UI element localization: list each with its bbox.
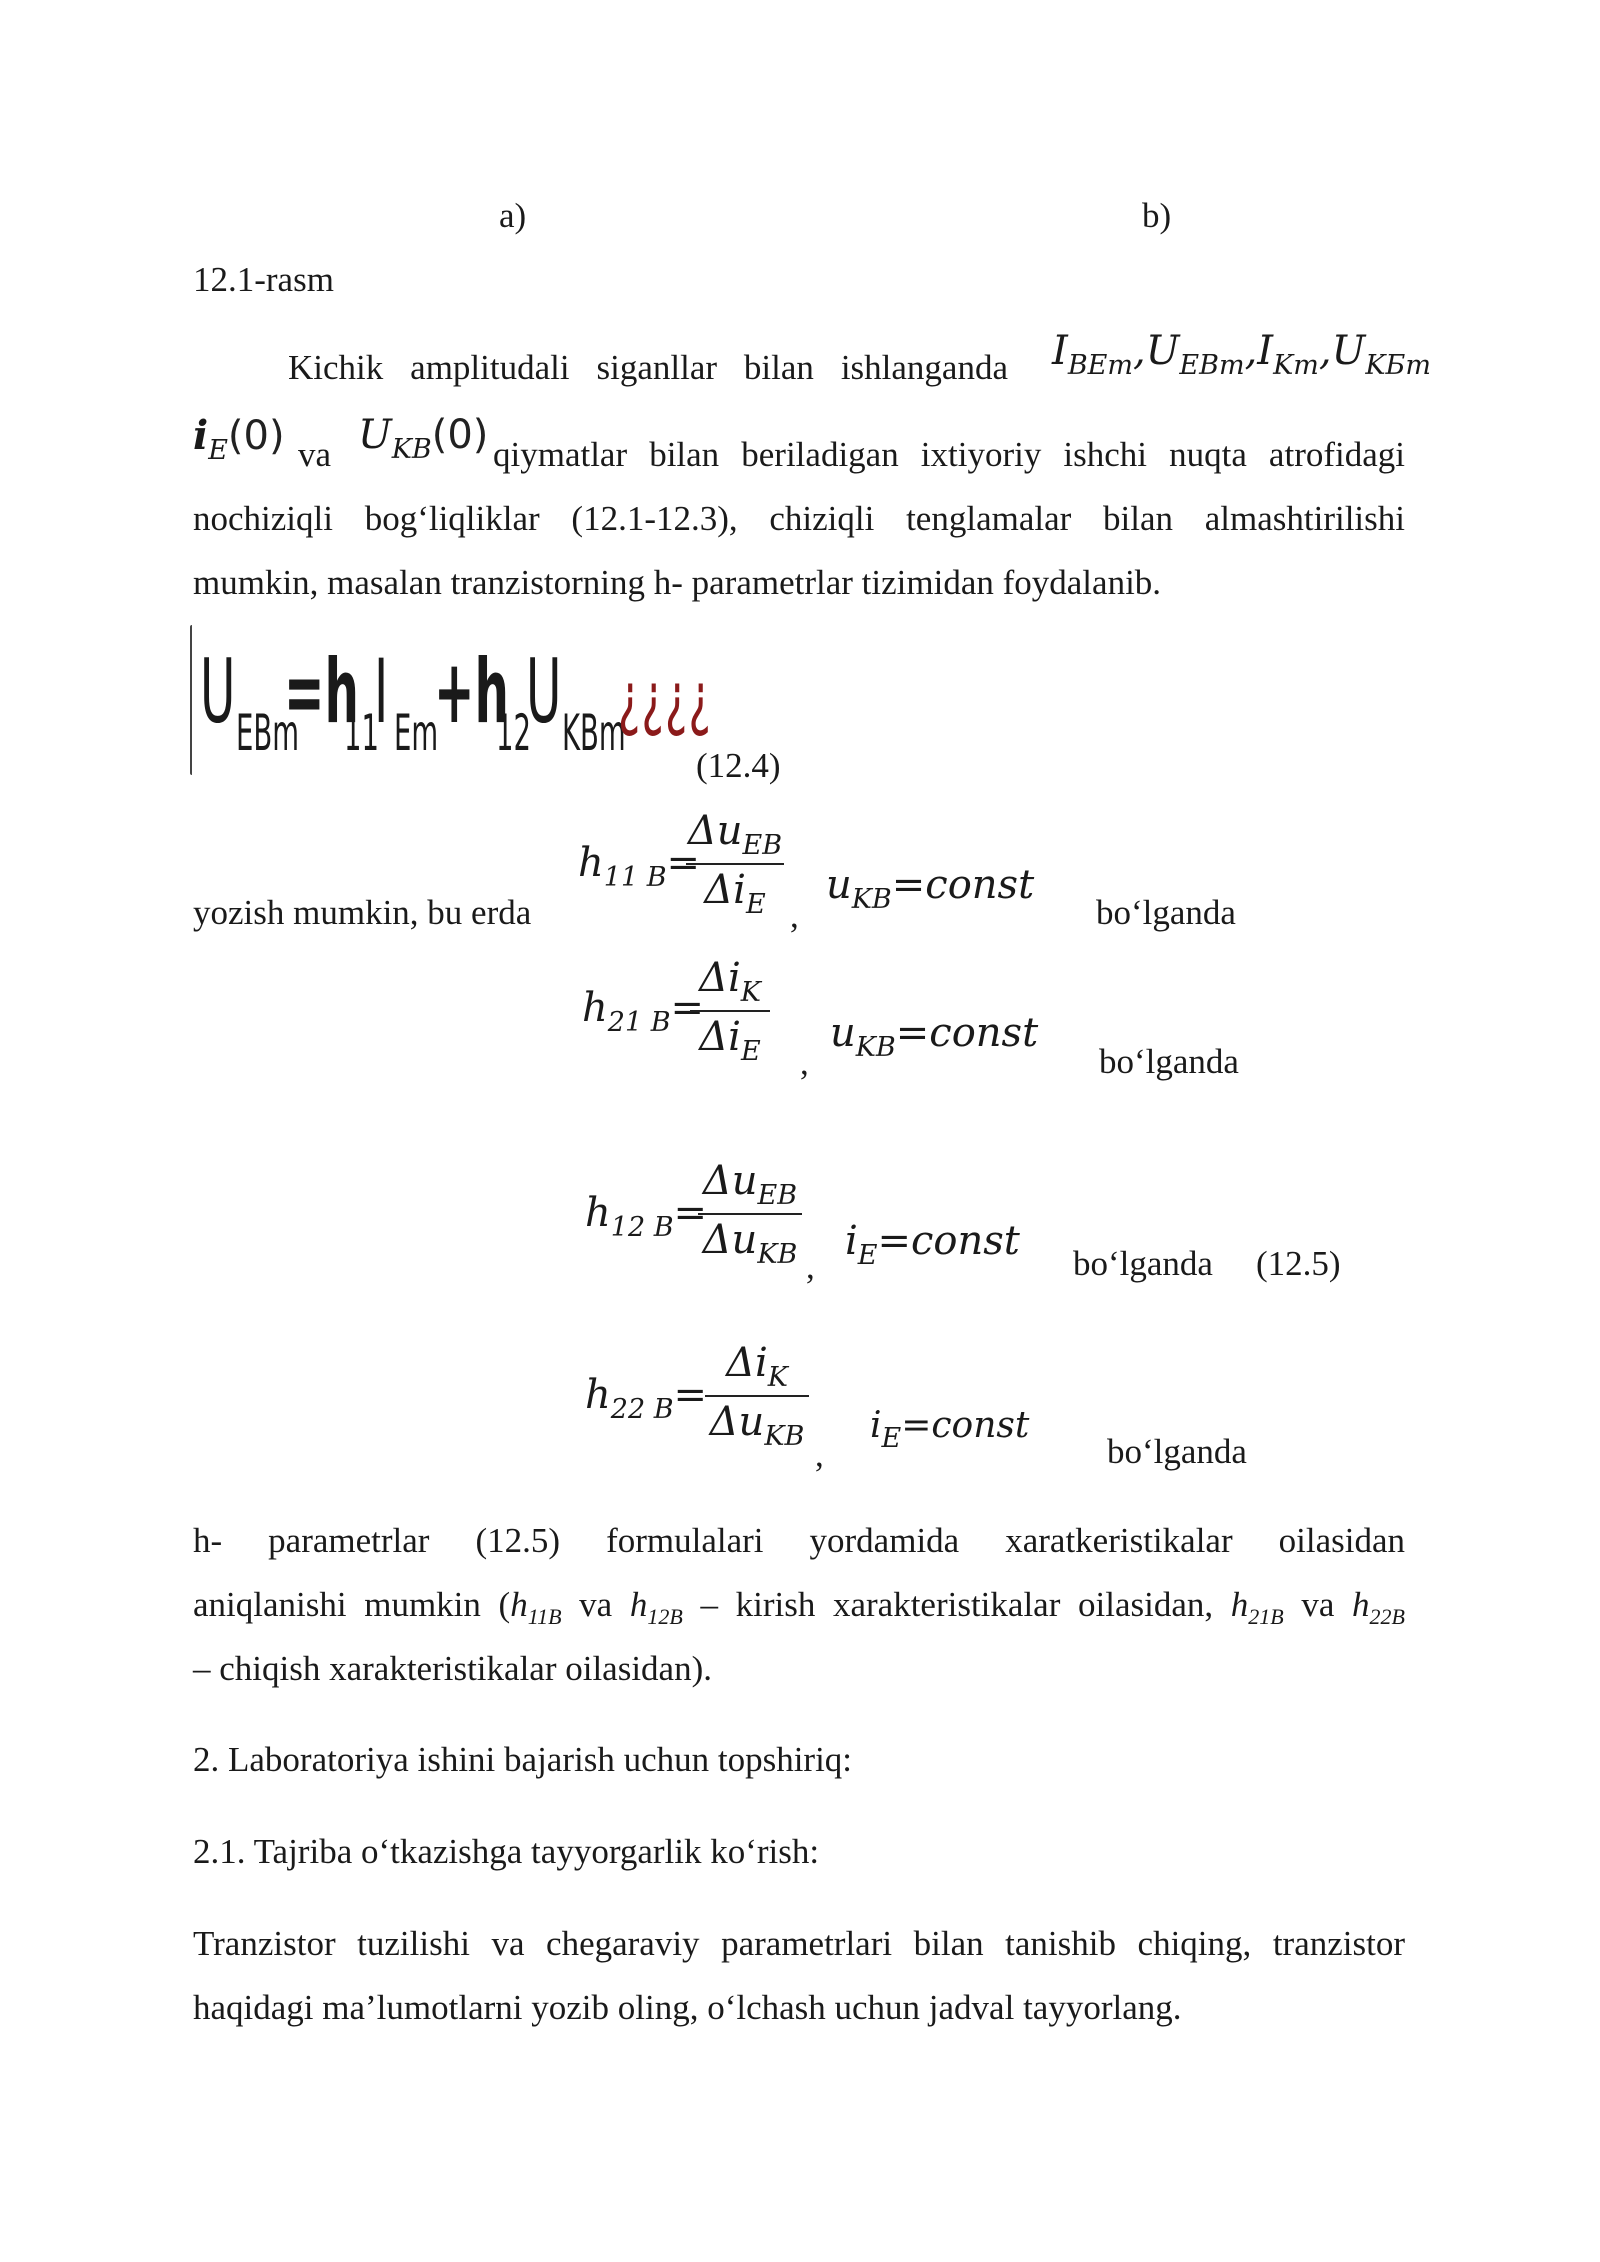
para1-va: va bbox=[298, 435, 332, 474]
zero: 0 bbox=[243, 413, 269, 459]
eq124-formula bbox=[200, 640, 775, 770]
cond-sub: KB bbox=[851, 884, 892, 915]
equals: = bbox=[666, 840, 701, 886]
cond-sub: KB bbox=[855, 1032, 896, 1063]
h12-fraction bbox=[698, 1158, 802, 1270]
fraction-bar bbox=[705, 1395, 809, 1397]
var-UKB: U bbox=[358, 412, 392, 458]
eq124-plus-h: +h bbox=[434, 640, 510, 743]
h21-inline-sub: 21B bbox=[1248, 1604, 1284, 1629]
var-U1-sub: EBm bbox=[1179, 350, 1245, 381]
paren: ) bbox=[472, 412, 489, 458]
eq124-sub-KBm: KBm bbox=[562, 704, 626, 762]
fraction-bar bbox=[698, 1213, 802, 1215]
h11-lhs bbox=[578, 840, 700, 893]
h-sub: 12 B bbox=[610, 1212, 674, 1243]
h-symbol: h bbox=[585, 1190, 611, 1236]
var-I2-sub: Km bbox=[1273, 350, 1319, 381]
var-U1: U bbox=[1145, 328, 1180, 374]
denominator: $\Delta u_{KB}$ bbox=[702, 1217, 798, 1270]
eq124-garbage-chars: ¿¿¿¿ bbox=[618, 657, 712, 739]
var-UKB-sub: KB bbox=[391, 434, 432, 465]
cond-rest: =const bbox=[901, 1405, 1030, 1446]
va: va bbox=[561, 1585, 630, 1624]
cond-rest: =const bbox=[895, 1010, 1039, 1056]
sep: , bbox=[1244, 328, 1258, 374]
eq124-eq-h: =h bbox=[284, 640, 360, 743]
para2-line3: – chiqish xarakteristikalar oilasidan). bbox=[193, 1649, 713, 1688]
cond-sub: E bbox=[881, 1423, 902, 1454]
paren: ) bbox=[268, 413, 285, 459]
para1-UKB bbox=[358, 412, 488, 465]
h22-lhs bbox=[585, 1372, 707, 1425]
h21-comma: , bbox=[800, 1043, 809, 1082]
h21-condition bbox=[830, 1010, 1038, 1063]
var-U2: U bbox=[1331, 328, 1366, 374]
fraction-bar bbox=[686, 863, 784, 865]
para2-l2b: – kirish xarakteristikalar oilasidan, bbox=[682, 1585, 1231, 1624]
h21-fraction bbox=[690, 955, 770, 1067]
h22-fraction bbox=[705, 1340, 809, 1452]
para1-variables bbox=[1052, 328, 1431, 381]
var-I2: I bbox=[1257, 328, 1274, 374]
para1-line4: mumkin, masalan tranzistorning h- parametrlar tizimidan foydalanib. bbox=[193, 563, 1162, 602]
h-symbol: h bbox=[585, 1372, 611, 1418]
equals: = bbox=[670, 985, 705, 1031]
fraction-bar bbox=[690, 1010, 770, 1012]
figure-label-b: b) bbox=[1142, 196, 1172, 235]
zero: 0 bbox=[447, 412, 473, 458]
var-I-sub: BEm bbox=[1067, 350, 1133, 381]
cond-var: i bbox=[845, 1218, 858, 1264]
eq124-I: I bbox=[374, 640, 389, 743]
para2-line1: h- parametrlar (12.5) formulalari yordamida xaratkeristikalar oilasidan bbox=[193, 1521, 1405, 1560]
numerator: $\Delta u_{EB}$ bbox=[687, 808, 783, 861]
h22-word: bo‘lganda bbox=[1107, 1432, 1247, 1471]
eq124-sub-12: 12 bbox=[496, 704, 531, 762]
eq124-sub-EBm: EBm bbox=[236, 704, 300, 762]
h22-inline: h bbox=[1352, 1585, 1370, 1624]
cond-var: i bbox=[870, 1405, 882, 1446]
h11-fraction bbox=[686, 808, 784, 920]
var-iE-sub: E bbox=[208, 435, 228, 466]
numerator: $\Delta i_K$ bbox=[699, 955, 761, 1008]
para3-line1: Tranzistor tuzilishi va chegaraviy parametrlari bilan tanishib chiqing, tranzistor bbox=[193, 1924, 1405, 1963]
section-2-heading: 2. Laboratoriya ishini bajarish uchun topshiriq: bbox=[193, 1740, 853, 1779]
h12-inline-sub: 12B bbox=[647, 1604, 683, 1629]
eq124-brace bbox=[190, 625, 192, 775]
h-sub: 22 B bbox=[610, 1394, 674, 1425]
eq124-number: (12.4) bbox=[696, 746, 781, 785]
denominator: $\Delta i_E$ bbox=[704, 867, 766, 920]
sep: , bbox=[1132, 328, 1146, 374]
figure-label-a: a) bbox=[499, 196, 527, 235]
h11-inline-sub: 11B bbox=[527, 1604, 562, 1629]
h12-comma: , bbox=[806, 1247, 815, 1286]
h22-condition bbox=[870, 1405, 1029, 1454]
eq124-sub-Em: Em bbox=[394, 704, 439, 762]
para1-lead: Kichik amplitudali siganllar bilan ishlanganda bbox=[288, 348, 1008, 387]
para1-line2-tail: qiymatlar bilan beriladigan ixtiyoriy ishchi nuqta atrofidagi bbox=[493, 435, 1405, 474]
cond-rest: =const bbox=[877, 1218, 1020, 1264]
eq124-U2: U bbox=[526, 640, 562, 743]
h22-inline-sub: 22B bbox=[1369, 1604, 1405, 1629]
equals: = bbox=[673, 1372, 708, 1418]
h-sub: 11 B bbox=[603, 862, 667, 893]
h22-comma: , bbox=[815, 1435, 824, 1474]
cond-rest: =const bbox=[891, 862, 1035, 908]
paren: ( bbox=[431, 412, 448, 458]
va: va bbox=[1283, 1585, 1353, 1624]
eq125-number: (12.5) bbox=[1256, 1244, 1341, 1283]
h21-word: bo‘lganda bbox=[1099, 1042, 1239, 1081]
paren: ( bbox=[227, 413, 244, 459]
eq124-sub-11: 11 bbox=[344, 704, 379, 762]
eq124-U: U bbox=[200, 640, 236, 743]
h12-lhs bbox=[585, 1190, 707, 1243]
h12-condition bbox=[845, 1218, 1020, 1271]
h-sub: 21 B bbox=[607, 1007, 671, 1038]
h12-word: bo‘lganda bbox=[1073, 1244, 1213, 1283]
sep: , bbox=[1318, 328, 1332, 374]
h21-lhs bbox=[582, 985, 704, 1038]
figure-caption: 12.1-rasm bbox=[193, 260, 334, 299]
section-2-1-heading: 2.1. Tajriba o‘tkazishga tayyorgarlik ko‘rish: bbox=[193, 1832, 820, 1871]
numerator: $\Delta u_{EB}$ bbox=[702, 1158, 798, 1211]
para2-l2a: aniqlanishi mumkin ( bbox=[193, 1585, 511, 1624]
h11-inline: h bbox=[510, 1585, 528, 1624]
var-U2-sub: KБm bbox=[1365, 350, 1431, 381]
cond-sub: E bbox=[857, 1240, 878, 1271]
para1-iE bbox=[193, 412, 285, 466]
h11-condition bbox=[826, 862, 1034, 915]
cond-var: u bbox=[830, 1010, 856, 1056]
equals: = bbox=[673, 1190, 708, 1236]
where-text: yozish mumkin, bu erda bbox=[193, 893, 532, 932]
denominator: $\Delta i_E$ bbox=[699, 1014, 761, 1067]
var-I: I bbox=[1052, 328, 1068, 374]
var-iE: i bbox=[193, 412, 209, 459]
h-symbol: h bbox=[578, 840, 604, 886]
h-symbol: h bbox=[582, 985, 608, 1031]
para1-line3: nochiziqli bog‘liqliklar (12.1-12.3), chiziqli tenglamalar bilan almashtirilishi bbox=[193, 499, 1405, 538]
h12-inline: h bbox=[629, 1585, 648, 1624]
h11-word: bo‘lganda bbox=[1096, 893, 1236, 932]
h11-comma: , bbox=[790, 896, 799, 935]
numerator: $\Delta i_K$ bbox=[726, 1340, 788, 1393]
para3-line2: haqidagi ma’lumotlarni yozib oling, o‘lchash uchun jadval tayyorlang. bbox=[193, 1988, 1182, 2027]
h21-inline: h bbox=[1230, 1585, 1249, 1624]
denominator: $\Delta u_{KB}$ bbox=[709, 1399, 805, 1452]
para2-line2 bbox=[193, 1587, 1405, 1628]
cond-var: u bbox=[826, 862, 852, 908]
